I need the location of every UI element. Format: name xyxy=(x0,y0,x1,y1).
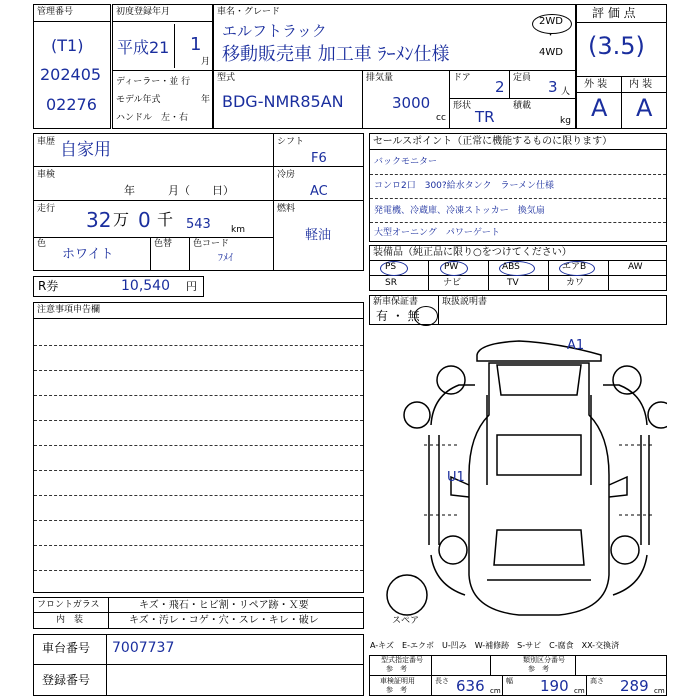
year-unit: 年 xyxy=(201,95,211,105)
model-year-label: モデル年式 xyxy=(116,95,161,105)
sales-point-2: コンロ2口 300?給水タンク ラーメン仕様 xyxy=(374,181,555,191)
length-label: 長さ xyxy=(435,677,449,685)
warranty-mu-circle xyxy=(414,306,438,326)
shaken-label: 車検 xyxy=(37,170,56,180)
notes-line xyxy=(34,520,363,521)
chassis-value: 7007737 xyxy=(112,640,175,656)
history-label: 車歴 xyxy=(37,137,56,147)
notes-line xyxy=(34,470,363,471)
interior-value: A xyxy=(636,94,653,122)
notes-line xyxy=(34,570,363,571)
equip-aw: AW xyxy=(628,262,643,272)
fuel-label: 燃料 xyxy=(277,204,296,214)
width-value: 190 xyxy=(540,677,569,695)
cert-label: 車検証明用 xyxy=(380,677,415,685)
equipment-title: 装備品（純正品に限り○をつけてください） xyxy=(373,247,572,258)
shaken-value: 年 月（ 日） xyxy=(124,184,234,197)
warranty-value: 有 ・ 無 xyxy=(376,309,420,323)
equip-tv: TV xyxy=(507,278,519,288)
recycle-unit: 円 xyxy=(186,280,197,293)
ac-value: AC xyxy=(310,184,328,199)
mileage-label: 走行 xyxy=(37,204,56,214)
equip-airbag: エアB xyxy=(562,262,587,272)
kanri-code: (T1) xyxy=(51,36,84,55)
sales-points-title: セールスポイント（正常に機能するものに限ります） xyxy=(373,136,613,147)
drive-dot: ・ xyxy=(546,31,556,41)
capacity-label: 定員 xyxy=(513,73,532,83)
equip-navi: ナビ xyxy=(443,278,462,288)
reg-label: 登録番号 xyxy=(42,673,91,687)
sales-point-1: バックモニター xyxy=(374,157,438,167)
grade: 移動販売車 加工車 ﾗｰﾒﾝ仕様 xyxy=(222,44,450,65)
sales-point-4: 大型オーニング パワーゲート xyxy=(374,228,500,238)
ac-label: 冷房 xyxy=(277,170,296,180)
month-unit: 月 xyxy=(201,57,211,67)
first-reg-box xyxy=(112,4,213,129)
rating-value: (3.5) xyxy=(588,32,645,60)
recycle-box xyxy=(33,276,204,297)
cert-ref: 参 考 xyxy=(386,686,407,694)
equip-ps: PS xyxy=(385,262,397,272)
man-unit: 万 xyxy=(113,210,130,229)
color-code-value: ﾌﾒｲ xyxy=(218,253,233,264)
front-glass-label: フロントガラス xyxy=(37,600,100,610)
vehicle-diagram-svg xyxy=(369,325,667,635)
shift-value: F6 xyxy=(311,151,327,166)
warranty-label: 新車保証書 xyxy=(373,297,419,307)
notes-line xyxy=(34,445,363,446)
equip-leather: カワ xyxy=(566,278,585,288)
equip-pw: PW xyxy=(444,262,459,272)
drive-2wd: 2WD xyxy=(539,16,563,27)
exterior-value: A xyxy=(591,94,608,122)
type-value: BDG-NMR85AN xyxy=(222,92,344,111)
sen-unit: 千 xyxy=(157,210,174,229)
car-name: エルフトラック xyxy=(222,22,327,40)
height-label: 高さ xyxy=(590,677,604,685)
kanri-number-1: 202405 xyxy=(40,65,102,84)
vehicle-diagram xyxy=(369,325,667,635)
first-reg-era: 平成21 xyxy=(117,38,170,57)
color-label: 色 xyxy=(37,239,47,249)
equip-abs: ABS xyxy=(502,262,520,272)
capacity-value: 3 xyxy=(548,78,558,96)
type-designation-label: 型式指定番号 xyxy=(381,656,423,664)
chassis-label: 車台番号 xyxy=(42,641,91,655)
category-label: 類別区分番号 xyxy=(523,656,565,664)
displacement-value: 3000 xyxy=(392,94,431,112)
height-unit: cm xyxy=(654,687,665,695)
sales-point-3: 発電機、冷蔵庫、冷凍ストッカー 換気扇 xyxy=(374,206,545,216)
color-code-label: 色コード xyxy=(193,239,230,249)
mileage-rest: 543 xyxy=(186,217,211,232)
dealer-label: ディーラー・並 行 xyxy=(116,77,191,87)
manual-label: 取扱説明書 xyxy=(442,297,488,307)
type-label: 型式 xyxy=(217,73,236,83)
notes-line xyxy=(34,495,363,496)
fuel-value: 軽油 xyxy=(305,228,332,243)
kanri-number-2: 02276 xyxy=(46,95,97,114)
damage-legend: A-キズ E-エクボ U-凹み W-補修跡 S-サビ C-腐食 XX-交換済 xyxy=(370,641,620,650)
cc-unit: cc xyxy=(436,113,446,123)
shift-label: シフト xyxy=(277,137,305,147)
displacement-label: 排気量 xyxy=(366,73,394,83)
height-value: 289 xyxy=(620,677,649,695)
history-value: 自家用 xyxy=(60,140,111,160)
damage-mark-a1: A1 xyxy=(567,338,585,353)
notes-line xyxy=(34,545,363,546)
km-unit: km xyxy=(231,225,245,235)
damage-mark-u1: U1 xyxy=(447,470,465,485)
color-value: ホワイト xyxy=(62,247,114,262)
capacity-unit: 人 xyxy=(561,87,571,97)
recycle-value: 10,540 xyxy=(121,278,170,294)
width-unit: cm xyxy=(574,687,585,695)
door-value: 2 xyxy=(495,78,505,96)
notes-line xyxy=(34,395,363,396)
notes-line xyxy=(34,420,363,421)
equip-sr: SR xyxy=(385,278,397,288)
drive-4wd: 4WD xyxy=(539,47,563,58)
shape-label: 形状 xyxy=(453,101,472,111)
first-reg-label: 初度登録年月 xyxy=(116,7,171,17)
shape-value: TR xyxy=(475,108,495,126)
front-glass-value: キズ・飛石・ヒビ割・リペア跡・Ｘ要 xyxy=(139,600,309,611)
type-ref: 参 考 xyxy=(386,665,407,673)
first-reg-month: 1 xyxy=(190,34,202,55)
notes-label: 注意事項申告欄 xyxy=(37,305,101,315)
handle-label: ハンドル 左・右 xyxy=(116,113,189,123)
spare-label: スペア xyxy=(392,616,420,626)
width-label: 幅 xyxy=(506,677,513,685)
door-label: ドア xyxy=(453,73,471,83)
length-value: 636 xyxy=(456,677,485,695)
kg-unit: kg xyxy=(560,116,571,126)
exterior-label: 外 装 xyxy=(584,79,608,90)
car-name-label: 車名・グレード xyxy=(217,7,281,17)
load-label: 積載 xyxy=(513,101,532,111)
recycle-label: R券 xyxy=(38,279,59,293)
rating-label: 評 価 点 xyxy=(592,6,636,20)
notes-line xyxy=(34,345,363,346)
interior-label: 内 装 xyxy=(629,79,653,90)
mileage-sen: 0 xyxy=(138,208,151,232)
length-unit: cm xyxy=(490,687,501,695)
mileage-man: 32 xyxy=(86,208,112,232)
kanri-label: 管理番号 xyxy=(37,7,74,17)
category-ref: 参 考 xyxy=(528,665,549,673)
notes-line xyxy=(34,370,363,371)
interior-cond-value: キズ・汚レ・コゲ・穴・スレ・キレ・破レ xyxy=(129,615,319,626)
interior-cond-label: 内 装 xyxy=(56,615,84,625)
recolor-label: 色替 xyxy=(154,239,173,249)
